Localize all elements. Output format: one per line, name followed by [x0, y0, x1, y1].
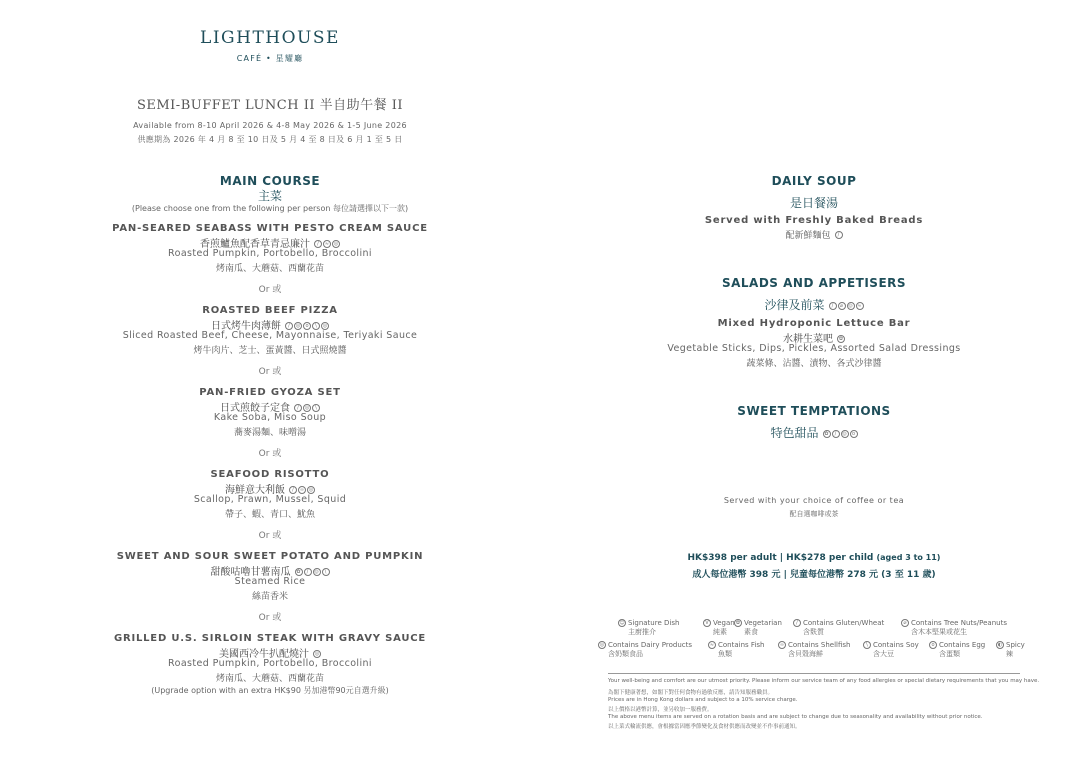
or-divider: Or 或: [258, 531, 282, 541]
egg-icon: o: [929, 641, 937, 649]
legend-label: Contains Fish: [718, 641, 765, 649]
price-en: [564, 553, 1064, 563]
vegetarian-icon: ✿: [296, 568, 301, 575]
dish-desc-zh: 絲苗香米: [251, 592, 288, 602]
legend-label: Contains Dairy Products: [608, 641, 692, 649]
legend-item: [598, 641, 692, 659]
dish-name-zh: 美國西冷牛扒配燒汁: [219, 649, 309, 660]
fish-icon: ≈: [324, 240, 330, 247]
legend-label-zh: 含木本堅果或花生: [911, 628, 967, 636]
daily-soup-desc-zh-row: [564, 228, 1064, 241]
salads-item: Mixed Hydroponic Lettuce Bar: [717, 318, 911, 329]
dish-name: ROASTED BEEF PIZZA: [202, 305, 338, 316]
salads-title-zh-row: [564, 296, 1064, 313]
gluten-icon: /: [285, 322, 293, 330]
salads-desc-zh: 蔬菜條、沾醬、漬物、各式沙律醬: [746, 359, 882, 369]
fish-icon: ≈: [857, 303, 862, 309]
legend-item: [708, 641, 764, 659]
legend-label-zh: 辣: [1006, 650, 1013, 658]
price-en-age: (aged 3 to 11): [876, 553, 941, 562]
daily-soup-icons: [834, 231, 843, 241]
dish-desc: Roasted Pumpkin, Portobello, Broccolini: [168, 658, 372, 669]
nuts-icon: ⌀: [838, 302, 846, 310]
dairy-icon: ◎: [304, 404, 310, 411]
dish-desc-zh: 帶子、蝦、青口、魷魚: [224, 510, 315, 520]
legend-item: [996, 641, 1025, 659]
gluten-icon: /: [289, 486, 297, 494]
footer-line: Your well-being and comfort are our utmost priority. Please inform our service team of any food allergies or special dietary requirements that you may have.: [608, 678, 1040, 684]
price-zh: 成人每位港幣 398 元 | 兒童每位港幣 278 元 (3 至 11 歲): [692, 570, 936, 580]
dish-name: GRILLED U.S. SIRLOIN STEAK WITH GRAVY SAUCE: [113, 633, 427, 644]
dairy-icon: ◎: [842, 431, 847, 437]
sweet-title-zh-row: [564, 424, 1064, 441]
main-course-note: (Please choose one from the following per person 每位請選擇以下一款): [131, 204, 409, 213]
legend-item: [734, 619, 782, 637]
daily-soup-title-zh: 是日餐湯: [789, 196, 838, 210]
dish-desc: Steamed Rice: [234, 576, 306, 587]
or-divider: Or 或: [258, 367, 282, 377]
dish-name-zh: 海鮮意大利飯: [225, 485, 285, 496]
legend-label-zh: 含奶類食品: [608, 650, 643, 658]
footer-line: 以上價格以港幣計算，並另收加一服務費。: [608, 707, 713, 713]
dish-desc-zh: 蕎麥湯麵、味噌湯: [233, 428, 306, 438]
sweet-title-zh: 特色甜品: [770, 426, 819, 440]
dish-desc: Sliced Roasted Beef, Cheese, Mayonnaise, Teriyaki Sauce: [122, 330, 418, 341]
soy-icon: \: [312, 322, 320, 330]
soy-icon: \: [322, 568, 330, 576]
legend-label: Spicy: [1006, 641, 1025, 649]
dairy-icon: ◎: [308, 486, 314, 493]
dish-upgrade-note: (Upgrade option with an extra HK$90 另加港幣90元自選升級): [151, 686, 389, 695]
vegan-icon: V: [703, 619, 711, 627]
legend-label-zh: 含貝殼海鮮: [788, 650, 823, 658]
signature-icon: ☺: [619, 620, 625, 626]
footer-line: The above menu items are served on a rotation basis and are subject to change due to seasonality and availability without prior notice.: [608, 714, 983, 720]
dish-name-zh: 日式煎餃子定食: [220, 403, 290, 414]
or-divider: Or 或: [258, 449, 282, 459]
footer-line: Prices are in Hong Kong dollars and subject to a 10% service charge.: [608, 697, 798, 703]
legend-item: [793, 619, 884, 637]
main-course-title-zh: 主菜: [257, 189, 282, 203]
vegetarian-icon: ✿: [838, 335, 844, 342]
footer-line: 以上菜式輪流供應，會根據當因應季節變化及食材供應而改變並不作事前通知。: [608, 724, 801, 730]
fish-icon: ≈: [709, 642, 715, 648]
or-divider: Or 或: [258, 613, 282, 623]
legend-item: [618, 619, 679, 637]
legend-label-zh: 含大豆: [873, 650, 894, 658]
dairy-icon: ◎: [295, 322, 301, 329]
salads-desc: Vegetable Sticks, Dips, Pickles, Assorted Salad Dressings: [667, 343, 961, 354]
legend-label-zh: 主廚推介: [628, 628, 656, 636]
gluten-icon: /: [829, 302, 837, 310]
salads-title: SALADS AND APPETISERS: [721, 276, 907, 290]
legend-label: Vegetarian: [744, 619, 782, 627]
legend-item: [703, 619, 735, 637]
daily-soup-desc-zh: 配新鮮麵包: [785, 231, 831, 241]
salads-title-zh: 沙律及前菜: [764, 298, 825, 312]
salads-item-zh: 水耕生菜吧: [783, 334, 833, 345]
soy-icon: \: [312, 404, 320, 412]
vegetarian-icon: ✿: [824, 431, 829, 437]
dish-desc: Kake Soba, Miso Soup: [213, 412, 327, 423]
legend-item: [929, 641, 985, 659]
dish-desc: Scallop, Prawn, Mussel, Squid: [193, 494, 347, 505]
footer-divider: [608, 673, 1020, 674]
price-en-main: HK$398 per adult | HK$278 per child: [687, 553, 874, 563]
dairy-icon: ◎: [314, 568, 319, 575]
legend-label: Contains Gluten/Wheat: [803, 619, 885, 627]
shellfish-icon: ∞: [779, 642, 785, 648]
legend-label: Contains Soy: [873, 641, 919, 649]
spicy-icon: ◐: [997, 642, 1003, 648]
dish-name-zh: 香煎鱸魚配香草青忌廉汁: [200, 239, 310, 250]
or-divider: Or 或: [258, 285, 282, 295]
legend-label-zh: 含麩質: [803, 628, 824, 636]
brand-logo: LIGHTHOUSE: [200, 28, 340, 48]
dish-name: PAN-SEARED SEABASS WITH PESTO CREAM SAUCE: [112, 223, 428, 234]
gluten-icon: /: [314, 240, 322, 248]
legend-label-zh: 素食: [744, 628, 758, 636]
dish-name-zh: 甜酸咕嚕甘薯南瓜: [210, 567, 291, 578]
coffee-note: Served with your choice of coffee or tea: [723, 496, 905, 505]
dairy-icon: ◎: [848, 303, 853, 309]
availability-zh: 供應期為 2026 年 4 月 8 至 10 日及 5 月 4 至 8 日及 6 月 1 至 5 日: [137, 135, 403, 144]
salads-icons: [828, 299, 864, 313]
dish-desc-zh: 烤南瓜、大蘑菇、西蘭花苗: [215, 264, 324, 274]
dish-desc: Roasted Pumpkin, Portobello, Broccolini: [168, 248, 372, 259]
availability-en: Available from 8-10 April 2026 & 4-8 May 2026 & 1-5 June 2026: [133, 121, 407, 130]
legend-label: Signature Dish: [628, 619, 680, 627]
legend-item: [778, 641, 850, 659]
egg-icon: o: [303, 322, 311, 330]
main-course-title: MAIN COURSE: [219, 174, 321, 188]
dish-desc-zh: 烤牛肉片、芝士、蛋黃醬、日式照燒醬: [193, 346, 347, 356]
daily-soup-title: DAILY SOUP: [771, 174, 857, 188]
coffee-note-zh: 配自選咖啡或茶: [789, 510, 839, 518]
legend-label-zh: 魚類: [718, 650, 732, 658]
dish-name: PAN-FRIED GYOZA SET: [199, 387, 341, 398]
legend-item: [863, 641, 919, 659]
daily-soup-desc: Served with Freshly Baked Breads: [704, 215, 924, 226]
sweet-icons: [822, 427, 858, 441]
dish-desc-zh: 烤南瓜、大蘑菇、西蘭花苗: [215, 674, 324, 684]
legend-item: [901, 619, 1007, 637]
legend-label: Contains Tree Nuts/Peanuts: [911, 619, 1007, 627]
soy-icon: \: [863, 641, 871, 649]
egg-icon: o: [850, 430, 858, 438]
legend-label: Vegan: [713, 619, 735, 627]
brand-subtitle: CAFÉ • 星耀廳: [236, 54, 304, 63]
gluten-icon: /: [294, 404, 302, 412]
legend-label-zh: 含蛋類: [939, 650, 960, 658]
dish-name: SEAFOOD RISOTTO: [210, 469, 330, 480]
sweet-title: SWEET TEMPTATIONS: [737, 404, 891, 418]
footer-line: 為閣下健康著想，如閣下對任何食物有過敏反應，請告知服務職員。: [608, 690, 774, 696]
dish-name-zh: 日式烤牛肉薄餅: [211, 321, 281, 332]
gluten-icon: /: [835, 231, 843, 239]
legend-label: Contains Shellfish: [788, 641, 851, 649]
legend-label-zh: 純素: [713, 628, 727, 636]
dairy-icon: ◎: [599, 642, 605, 648]
nuts-icon: ⌀: [901, 619, 909, 627]
gluten-icon: /: [832, 430, 840, 438]
gluten-icon: /: [304, 568, 312, 576]
dairy-icon: ◎: [333, 240, 339, 247]
vegetarian-icon: ✿: [735, 620, 741, 626]
menu-title: SEMI-BUFFET LUNCH II 半自助午餐 II: [136, 98, 404, 113]
legend-label: Contains Egg: [939, 641, 986, 649]
dish-name: SWEET AND SOUR SWEET POTATO AND PUMPKIN: [116, 551, 424, 562]
dairy-icon: ◎: [314, 650, 320, 657]
dairy-icon: ◎: [322, 322, 328, 329]
gluten-icon: /: [793, 619, 801, 627]
shellfish-icon: ∞: [299, 486, 305, 493]
